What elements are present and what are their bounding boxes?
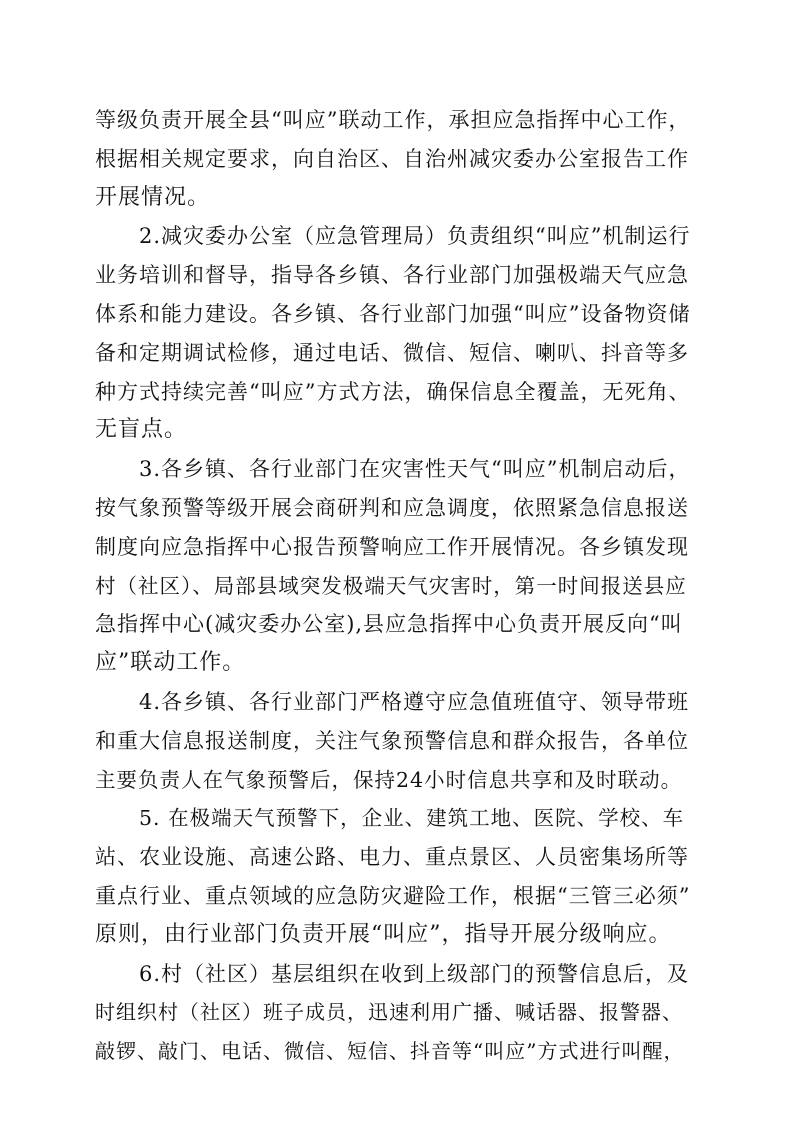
text-line: 开展情况。 bbox=[95, 184, 211, 210]
paragraph-5 bbox=[95, 799, 695, 954]
text-line: 急指挥中心(减灾委办公室),县应急指挥中心负责开展反向“叫 bbox=[95, 612, 683, 637]
text-line: 体系和能力建设。各乡镇、各行业部门加强“叫应”设备物资储 bbox=[95, 301, 691, 326]
paragraph-3 bbox=[95, 450, 695, 683]
text-line: 时组织村（社区）班子成员，迅速利用广播、喊话器、报警器、 bbox=[95, 1000, 683, 1025]
text-line: 原则，由行业部门负责开展“叫应”，指导开展分级响应。 bbox=[95, 921, 672, 947]
text-line: 制度向应急指挥中心报告预警响应工作开展情况。各乡镇发现 bbox=[95, 534, 689, 559]
text-line: 等级负责开展全县“叫应”联动工作，承担应急指挥中心工作， bbox=[95, 108, 691, 132]
text-line: 备和定期调试检修，通过电话、微信、短信、喇叭、抖音等多 bbox=[95, 340, 689, 365]
text-line: 业务培训和督导，指导各乡镇、各行业部门加强极端天气应急 bbox=[95, 263, 689, 288]
text-line: 主要负责人在气象预警后，保持24小时信息共享和及时联动。 bbox=[95, 767, 683, 792]
text-line: 4.各乡镇、各行业部门严格遵守应急值班值守、领导带班 bbox=[139, 689, 690, 714]
text-line: 种方式持续完善“叫应”方式方法，确保信息全覆盖，无死角、 bbox=[95, 379, 691, 404]
text-line: 无盲点。 bbox=[95, 417, 188, 443]
text-line: 重点行业、重点领域的应急防灾避险工作，根据“三管三必须” bbox=[95, 883, 691, 908]
text-line: 站、农业设施、高速公路、电力、重点景区、人员密集场所等 bbox=[95, 845, 689, 870]
paragraph-6 bbox=[95, 955, 695, 1071]
paragraph-2 bbox=[95, 217, 695, 450]
text-line: 按气象预警等级开展会商研判和应急调度，依照紧急信息报送 bbox=[95, 495, 689, 520]
text-line: 和重大信息报送制度，关注气象预警信息和群众报告，各单位 bbox=[95, 728, 689, 753]
text-line: 根据相关规定要求，向自治区、自治州减灾委办公室报告工作 bbox=[95, 146, 689, 171]
paragraph-4 bbox=[95, 683, 695, 799]
text-line: 3.各乡镇、各行业部门在灾害性天气“叫应”机制启动后， bbox=[139, 457, 691, 482]
text-line: 5. 在极端天气预警下，企业、建筑工地、医院、学校、车 bbox=[139, 806, 685, 831]
text-line: 敲锣、敲门、电话、微信、短信、抖音等“叫应”方式进行叫醒， bbox=[95, 1039, 685, 1064]
paragraph-1-continued bbox=[95, 101, 695, 217]
document-page bbox=[95, 101, 695, 1071]
text-line: 村（社区）、局部县域突发极端天气灾害时，第一时间报送县应 bbox=[95, 573, 687, 598]
text-line: 2.减灾委办公室（应急管理局）负责组织“叫应”机制运行 bbox=[139, 224, 691, 249]
text-line: 6.村（社区）基层组织在收到上级部门的预警信息后，及 bbox=[139, 961, 690, 986]
text-line: 应”联动工作。 bbox=[95, 650, 246, 676]
